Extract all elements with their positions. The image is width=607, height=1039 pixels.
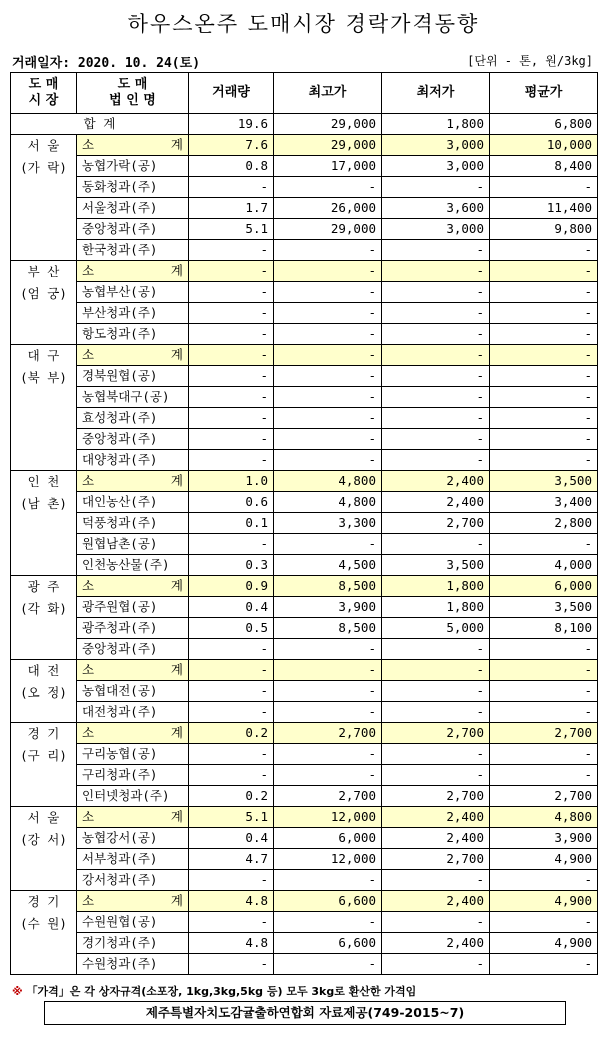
avg-price-cell: - xyxy=(490,954,598,975)
min-price-cell: - xyxy=(382,702,490,723)
min-price-cell: - xyxy=(382,870,490,891)
volume-cell: - xyxy=(189,534,274,555)
max-price-cell: - xyxy=(274,387,382,408)
corp-name: 항도청과(주) xyxy=(77,324,189,345)
volume-cell: - xyxy=(189,429,274,450)
min-price-cell: - xyxy=(382,429,490,450)
volume-cell: - xyxy=(189,912,274,933)
total-max: 29,000 xyxy=(274,114,382,135)
min-price-cell: 2,400 xyxy=(382,492,490,513)
volume-cell: 4.8 xyxy=(189,933,274,954)
max-price-cell: 6,600 xyxy=(274,933,382,954)
volume-cell: 4.8 xyxy=(189,891,274,912)
avg-price-cell: 3,900 xyxy=(490,828,598,849)
corp-name: 덕풍청과(주) xyxy=(77,513,189,534)
avg-price-cell: - xyxy=(490,303,598,324)
corp-name: 대전청과(주) xyxy=(77,702,189,723)
min-price-cell: - xyxy=(382,240,490,261)
avg-price-cell: - xyxy=(490,639,598,660)
corp-name: 농협가락(공) xyxy=(77,156,189,177)
avg-price-cell: 2,700 xyxy=(490,786,598,807)
avg-price-cell: 10,000 xyxy=(490,135,598,156)
volume-cell: 0.2 xyxy=(189,786,274,807)
volume-cell: 0.3 xyxy=(189,555,274,576)
subtotal-label-end: 계 xyxy=(170,662,183,677)
table-row xyxy=(11,177,598,198)
table-row xyxy=(11,156,598,177)
subtotal-row xyxy=(11,660,598,681)
min-price-cell: 2,700 xyxy=(382,723,490,744)
table-row xyxy=(11,387,598,408)
corp-name: 수원청과(주) xyxy=(77,954,189,975)
subtotal-label-start: 소 xyxy=(82,893,95,908)
table-row xyxy=(11,450,598,471)
corp-name: 인천농산물(주) xyxy=(77,555,189,576)
avg-price-cell: 3,400 xyxy=(490,492,598,513)
volume-cell: 0.4 xyxy=(189,597,274,618)
min-price-cell: - xyxy=(382,954,490,975)
table-row xyxy=(11,408,598,429)
table-row xyxy=(11,702,598,723)
table-row xyxy=(11,240,598,261)
min-price-cell: 3,600 xyxy=(382,198,490,219)
max-price-cell: - xyxy=(274,534,382,555)
table-row xyxy=(11,492,598,513)
table-row xyxy=(11,912,598,933)
header-corp: 도 매 법 인 명 xyxy=(77,73,189,114)
volume-cell: - xyxy=(189,303,274,324)
max-price-cell: 3,300 xyxy=(274,513,382,534)
volume-cell: - xyxy=(189,177,274,198)
min-price-cell: - xyxy=(382,303,490,324)
avg-price-cell: 4,900 xyxy=(490,891,598,912)
subtotal-label-start: 소 xyxy=(82,347,95,362)
min-price-cell: 5,000 xyxy=(382,618,490,639)
corp-name: 중앙청과(주) xyxy=(77,639,189,660)
trade-date: 거래일자: 2020. 10. 24(토) xyxy=(12,56,201,71)
corp-name: 서부청과(주) xyxy=(77,849,189,870)
price-table xyxy=(10,72,598,975)
corp-name: 중앙청과(주) xyxy=(77,219,189,240)
corp-name xyxy=(77,471,189,492)
table-row xyxy=(11,933,598,954)
min-price-cell: - xyxy=(382,660,490,681)
corp-name xyxy=(77,723,189,744)
avg-price-cell: - xyxy=(490,240,598,261)
total-row xyxy=(11,114,598,135)
min-price-cell: 1,800 xyxy=(382,597,490,618)
page-title: 하우스온주 도매시장 경락가격동향 xyxy=(127,12,480,36)
table-row xyxy=(11,744,598,765)
min-price-cell: - xyxy=(382,387,490,408)
total-volume: 19.6 xyxy=(189,114,274,135)
max-price-cell: 12,000 xyxy=(274,807,382,828)
table-row xyxy=(11,219,598,240)
max-price-cell: - xyxy=(274,639,382,660)
corp-name: 구리농협(공) xyxy=(77,744,189,765)
table-row xyxy=(11,555,598,576)
max-price-cell: 2,700 xyxy=(274,723,382,744)
avg-price-cell: - xyxy=(490,744,598,765)
volume-cell: - xyxy=(189,954,274,975)
corp-name: 수원원협(공) xyxy=(77,912,189,933)
subtotal-label-end: 계 xyxy=(170,263,183,278)
max-price-cell: 8,500 xyxy=(274,618,382,639)
max-price-cell: - xyxy=(274,912,382,933)
min-price-cell: 2,700 xyxy=(382,786,490,807)
total-avg: 6,800 xyxy=(490,114,598,135)
avg-price-cell: 8,400 xyxy=(490,156,598,177)
avg-price-cell: 9,800 xyxy=(490,219,598,240)
max-price-cell: - xyxy=(274,177,382,198)
corp-name: 농협강서(공) xyxy=(77,828,189,849)
min-price-cell: - xyxy=(382,744,490,765)
corp-name: 효성청과(주) xyxy=(77,408,189,429)
min-price-cell: - xyxy=(382,912,490,933)
subtotal-label-start: 소 xyxy=(82,578,95,593)
min-price-cell: - xyxy=(382,261,490,282)
min-price-cell: 2,400 xyxy=(382,891,490,912)
avg-price-cell: - xyxy=(490,429,598,450)
subtotal-row xyxy=(11,345,598,366)
total-label: 합 계 xyxy=(11,114,189,135)
avg-price-cell: - xyxy=(490,177,598,198)
subtotal-label-end: 계 xyxy=(170,473,183,488)
subtotal-label-end: 계 xyxy=(170,137,183,152)
avg-price-cell: 2,700 xyxy=(490,723,598,744)
note-mark: ※ xyxy=(12,985,23,998)
subtotal-label-end: 계 xyxy=(170,725,183,740)
header-max: 최고가 xyxy=(274,73,382,114)
volume-cell: 0.8 xyxy=(189,156,274,177)
footnote xyxy=(12,983,416,999)
max-price-cell: - xyxy=(274,744,382,765)
avg-price-cell: - xyxy=(490,345,598,366)
table-row xyxy=(11,954,598,975)
avg-price-cell: - xyxy=(490,660,598,681)
max-price-cell: - xyxy=(274,345,382,366)
table-row xyxy=(11,429,598,450)
max-price-cell: - xyxy=(274,954,382,975)
table-row xyxy=(11,198,598,219)
volume-cell: - xyxy=(189,387,274,408)
subtotal-label-start: 소 xyxy=(82,662,95,677)
market-name: 대 구 (북 부) xyxy=(11,345,77,471)
avg-price-cell: - xyxy=(490,387,598,408)
volume-cell: 4.7 xyxy=(189,849,274,870)
table-row xyxy=(11,618,598,639)
max-price-cell: 29,000 xyxy=(274,219,382,240)
max-price-cell: - xyxy=(274,681,382,702)
market-name: 서 울 (가 락) xyxy=(11,135,77,261)
min-price-cell: - xyxy=(382,450,490,471)
volume-cell: 0.5 xyxy=(189,618,274,639)
corp-name: 대양청과(주) xyxy=(77,450,189,471)
avg-price-cell: - xyxy=(490,366,598,387)
avg-price-cell: - xyxy=(490,282,598,303)
max-price-cell: - xyxy=(274,450,382,471)
min-price-cell: 3,000 xyxy=(382,135,490,156)
corp-name: 경북원협(공) xyxy=(77,366,189,387)
max-price-cell: - xyxy=(274,765,382,786)
min-price-cell: 2,700 xyxy=(382,513,490,534)
corp-name xyxy=(77,135,189,156)
table-row xyxy=(11,303,598,324)
volume-cell: 1.0 xyxy=(189,471,274,492)
avg-price-cell: 3,500 xyxy=(490,471,598,492)
subtotal-label-end: 계 xyxy=(170,578,183,593)
avg-price-cell: 3,500 xyxy=(490,597,598,618)
volume-cell: 1.7 xyxy=(189,198,274,219)
max-price-cell: - xyxy=(274,408,382,429)
volume-cell: - xyxy=(189,261,274,282)
volume-cell: 7.6 xyxy=(189,135,274,156)
avg-price-cell: - xyxy=(490,534,598,555)
avg-price-cell: 4,800 xyxy=(490,807,598,828)
table-row xyxy=(11,366,598,387)
corp-name: 동화청과(주) xyxy=(77,177,189,198)
avg-price-cell: 4,000 xyxy=(490,555,598,576)
subtotal-label-start: 소 xyxy=(82,809,95,824)
header-min: 최저가 xyxy=(382,73,490,114)
min-price-cell: - xyxy=(382,345,490,366)
subtotal-row xyxy=(11,135,598,156)
table-row xyxy=(11,849,598,870)
subtotal-row xyxy=(11,261,598,282)
market-name: 경 기 (수 원) xyxy=(11,891,77,975)
total-min: 1,800 xyxy=(382,114,490,135)
avg-price-cell: - xyxy=(490,681,598,702)
avg-price-cell: 4,900 xyxy=(490,933,598,954)
header-row xyxy=(11,73,598,114)
min-price-cell: - xyxy=(382,177,490,198)
volume-cell: 0.6 xyxy=(189,492,274,513)
corp-name: 대인농산(주) xyxy=(77,492,189,513)
volume-cell: - xyxy=(189,681,274,702)
max-price-cell: - xyxy=(274,324,382,345)
avg-price-cell: 2,800 xyxy=(490,513,598,534)
min-price-cell: - xyxy=(382,765,490,786)
min-price-cell: - xyxy=(382,534,490,555)
corp-name: 농협대전(공) xyxy=(77,681,189,702)
volume-cell: 0.2 xyxy=(189,723,274,744)
min-price-cell: 3,000 xyxy=(382,219,490,240)
table-row xyxy=(11,870,598,891)
market-name: 광 주 (각 화) xyxy=(11,576,77,660)
note-text: 「가격」은 각 상자규격(소포장, 1kg,3kg,5kg 등) 모두 3kg로 환산한 가격임 xyxy=(26,985,417,998)
volume-cell: - xyxy=(189,324,274,345)
data-source: 제주특별자치도감귤출하연합회 자료제공(749-2015~7) xyxy=(44,1001,566,1025)
corp-name: 농협부산(공) xyxy=(77,282,189,303)
min-price-cell: 2,400 xyxy=(382,807,490,828)
volume-cell: - xyxy=(189,660,274,681)
min-price-cell: - xyxy=(382,408,490,429)
table-row xyxy=(11,681,598,702)
avg-price-cell: - xyxy=(490,870,598,891)
min-price-cell: 2,400 xyxy=(382,471,490,492)
header-volume: 거래량 xyxy=(189,73,274,114)
corp-name: 인터넷청과(주) xyxy=(77,786,189,807)
avg-price-cell: - xyxy=(490,765,598,786)
table-row xyxy=(11,513,598,534)
min-price-cell: 2,400 xyxy=(382,828,490,849)
volume-cell: - xyxy=(189,408,274,429)
table-row xyxy=(11,765,598,786)
max-price-cell: - xyxy=(274,366,382,387)
max-price-cell: 17,000 xyxy=(274,156,382,177)
max-price-cell: - xyxy=(274,282,382,303)
corp-name xyxy=(77,576,189,597)
max-price-cell: - xyxy=(274,240,382,261)
avg-price-cell: - xyxy=(490,324,598,345)
volume-cell: 0.9 xyxy=(189,576,274,597)
volume-cell: - xyxy=(189,870,274,891)
corp-name: 중앙청과(주) xyxy=(77,429,189,450)
corp-name: 광주청과(주) xyxy=(77,618,189,639)
avg-price-cell: 11,400 xyxy=(490,198,598,219)
max-price-cell: 8,500 xyxy=(274,576,382,597)
unit-label: [단위 - 톤, 원/3kg] xyxy=(467,54,593,68)
volume-cell: - xyxy=(189,282,274,303)
avg-price-cell: - xyxy=(490,702,598,723)
min-price-cell: 3,000 xyxy=(382,156,490,177)
subtotal-label-start: 소 xyxy=(82,263,95,278)
corp-name: 서울청과(주) xyxy=(77,198,189,219)
min-price-cell: 2,400 xyxy=(382,933,490,954)
subtotal-row xyxy=(11,807,598,828)
volume-cell: 0.4 xyxy=(189,828,274,849)
volume-cell: 5.1 xyxy=(189,219,274,240)
corp-name xyxy=(77,807,189,828)
volume-cell: - xyxy=(189,345,274,366)
min-price-cell: 1,800 xyxy=(382,576,490,597)
max-price-cell: - xyxy=(274,870,382,891)
max-price-cell: - xyxy=(274,660,382,681)
market-name: 부 산 (엄 궁) xyxy=(11,261,77,345)
corp-name: 한국청과(주) xyxy=(77,240,189,261)
volume-cell: 5.1 xyxy=(189,807,274,828)
volume-cell: - xyxy=(189,744,274,765)
volume-cell: - xyxy=(189,450,274,471)
corp-name xyxy=(77,345,189,366)
market-name: 대 전 (오 정) xyxy=(11,660,77,723)
corp-name: 농협북대구(공) xyxy=(77,387,189,408)
subtotal-row xyxy=(11,723,598,744)
market-name: 인 천 (남 촌) xyxy=(11,471,77,576)
max-price-cell: - xyxy=(274,261,382,282)
table-row xyxy=(11,282,598,303)
subtotal-label-start: 소 xyxy=(82,137,95,152)
table-row xyxy=(11,534,598,555)
corp-name: 경기청과(주) xyxy=(77,933,189,954)
market-name: 경 기 (구 리) xyxy=(11,723,77,807)
header-avg: 평균가 xyxy=(490,73,598,114)
max-price-cell: - xyxy=(274,303,382,324)
table-row xyxy=(11,639,598,660)
min-price-cell: - xyxy=(382,366,490,387)
corp-name: 구리청과(주) xyxy=(77,765,189,786)
corp-name: 부산청과(주) xyxy=(77,303,189,324)
table-row xyxy=(11,786,598,807)
avg-price-cell: - xyxy=(490,450,598,471)
min-price-cell: - xyxy=(382,324,490,345)
subtotal-label-end: 계 xyxy=(170,809,183,824)
corp-name: 원협남촌(공) xyxy=(77,534,189,555)
max-price-cell: 4,500 xyxy=(274,555,382,576)
volume-cell: - xyxy=(189,765,274,786)
subtotal-label-start: 소 xyxy=(82,473,95,488)
min-price-cell: 3,500 xyxy=(382,555,490,576)
table-row xyxy=(11,597,598,618)
min-price-cell: - xyxy=(382,282,490,303)
min-price-cell: 2,700 xyxy=(382,849,490,870)
volume-cell: - xyxy=(189,702,274,723)
avg-price-cell: - xyxy=(490,261,598,282)
min-price-cell: - xyxy=(382,681,490,702)
avg-price-cell: - xyxy=(490,408,598,429)
market-name: 서 울 (강 서) xyxy=(11,807,77,891)
table-row xyxy=(11,828,598,849)
max-price-cell: - xyxy=(274,702,382,723)
max-price-cell: 12,000 xyxy=(274,849,382,870)
volume-cell: 0.1 xyxy=(189,513,274,534)
subtotal-label-start: 소 xyxy=(82,725,95,740)
max-price-cell: 26,000 xyxy=(274,198,382,219)
subtotal-row xyxy=(11,576,598,597)
volume-cell: - xyxy=(189,639,274,660)
max-price-cell: 2,700 xyxy=(274,786,382,807)
max-price-cell: - xyxy=(274,429,382,450)
max-price-cell: 6,600 xyxy=(274,891,382,912)
corp-name xyxy=(77,660,189,681)
max-price-cell: 4,800 xyxy=(274,492,382,513)
avg-price-cell: - xyxy=(490,912,598,933)
volume-cell: - xyxy=(189,366,274,387)
subtotal-row xyxy=(11,891,598,912)
min-price-cell: - xyxy=(382,639,490,660)
table-row xyxy=(11,324,598,345)
corp-name: 광주원협(공) xyxy=(77,597,189,618)
max-price-cell: 6,000 xyxy=(274,828,382,849)
header-market: 도 매 시 장 xyxy=(11,73,77,114)
max-price-cell: 3,900 xyxy=(274,597,382,618)
subtotal-label-end: 계 xyxy=(170,893,183,908)
avg-price-cell: 4,900 xyxy=(490,849,598,870)
subtotal-row xyxy=(11,471,598,492)
max-price-cell: 4,800 xyxy=(274,471,382,492)
avg-price-cell: 6,000 xyxy=(490,576,598,597)
corp-name xyxy=(77,261,189,282)
max-price-cell: 29,000 xyxy=(274,135,382,156)
avg-price-cell: 8,100 xyxy=(490,618,598,639)
corp-name xyxy=(77,891,189,912)
corp-name: 강서청과(주) xyxy=(77,870,189,891)
subtotal-label-end: 계 xyxy=(170,347,183,362)
volume-cell: - xyxy=(189,240,274,261)
